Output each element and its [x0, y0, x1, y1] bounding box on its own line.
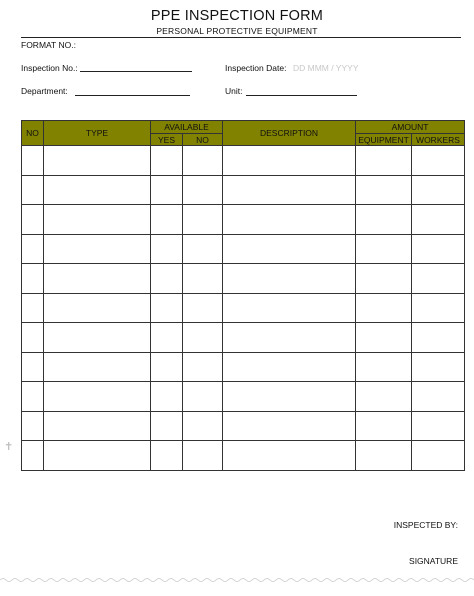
cell-no-available[interactable] — [183, 441, 223, 471]
cell-description[interactable] — [223, 441, 356, 471]
cell-workers[interactable] — [412, 323, 465, 353]
cell-no[interactable] — [22, 264, 44, 294]
cell-no[interactable] — [22, 205, 44, 235]
cell-type[interactable] — [44, 146, 151, 176]
cell-type[interactable] — [44, 264, 151, 294]
department-field[interactable] — [75, 95, 190, 96]
cell-no[interactable] — [22, 175, 44, 205]
cell-yes[interactable] — [151, 411, 183, 441]
form-title: PPE INSPECTION FORM — [150, 8, 324, 24]
cell-workers[interactable] — [412, 234, 465, 264]
cell-yes[interactable] — [151, 264, 183, 294]
cell-type[interactable] — [44, 175, 151, 205]
cell-workers[interactable] — [412, 293, 465, 323]
cell-equipment[interactable] — [356, 382, 412, 412]
cell-workers[interactable] — [412, 264, 465, 294]
inspection-no-field[interactable] — [80, 71, 192, 72]
table-row — [22, 264, 465, 294]
col-header-workers: WORKERS — [412, 134, 465, 146]
cell-equipment[interactable] — [356, 293, 412, 323]
cell-workers[interactable] — [412, 352, 465, 382]
cell-workers[interactable] — [412, 146, 465, 176]
cell-equipment[interactable] — [356, 411, 412, 441]
unit-label: Unit: — [225, 86, 243, 96]
cell-equipment[interactable] — [356, 264, 412, 294]
cell-yes[interactable] — [151, 175, 183, 205]
inspected-by-label: INSPECTED BY: — [393, 520, 458, 530]
inspection-no-label: Inspection No.: — [21, 63, 78, 73]
cell-no[interactable] — [22, 146, 44, 176]
header-divider — [21, 37, 461, 38]
cell-description[interactable] — [223, 146, 356, 176]
table-row — [22, 234, 465, 264]
cell-description[interactable] — [223, 323, 356, 353]
col-header-no: NO — [22, 121, 44, 146]
table-row — [22, 293, 465, 323]
cell-no-available[interactable] — [183, 323, 223, 353]
cell-yes[interactable] — [151, 293, 183, 323]
department-label: Department: — [21, 86, 68, 96]
cell-yes[interactable] — [151, 146, 183, 176]
table-row — [22, 205, 465, 235]
cell-description[interactable] — [223, 293, 356, 323]
cell-description[interactable] — [223, 205, 356, 235]
cell-equipment[interactable] — [356, 146, 412, 176]
inspection-date-field[interactable]: DD MMM / YYYY — [293, 63, 359, 73]
cell-no-available[interactable] — [183, 146, 223, 176]
cell-workers[interactable] — [412, 441, 465, 471]
cell-no-available[interactable] — [183, 264, 223, 294]
signature-label: SIGNATURE — [409, 556, 458, 566]
cell-workers[interactable] — [412, 411, 465, 441]
cell-no-available[interactable] — [183, 293, 223, 323]
table-move-handle-icon[interactable]: ✝ — [4, 441, 14, 453]
cell-type[interactable] — [44, 323, 151, 353]
cell-no[interactable] — [22, 441, 44, 471]
col-header-equipment: EQUIPMENT — [356, 134, 412, 146]
cell-no[interactable] — [22, 352, 44, 382]
col-header-available: AVAILABLE — [151, 121, 223, 134]
cell-description[interactable] — [223, 382, 356, 412]
col-header-yes: YES — [151, 134, 183, 146]
table-row — [22, 382, 465, 412]
cell-type[interactable] — [44, 352, 151, 382]
form-subtitle: PERSONAL PROTECTIVE EQUIPMENT — [156, 26, 318, 36]
cell-equipment[interactable] — [356, 323, 412, 353]
cell-yes[interactable] — [151, 441, 183, 471]
cell-equipment[interactable] — [356, 175, 412, 205]
cell-description[interactable] — [223, 264, 356, 294]
cell-yes[interactable] — [151, 234, 183, 264]
cell-no-available[interactable] — [183, 411, 223, 441]
cell-description[interactable] — [223, 411, 356, 441]
cell-description[interactable] — [223, 352, 356, 382]
cell-no-available[interactable] — [183, 352, 223, 382]
table-row — [22, 146, 465, 176]
table-body — [22, 146, 465, 471]
table-row — [22, 323, 465, 353]
ppe-inspection-table — [21, 120, 465, 471]
cell-workers[interactable] — [412, 205, 465, 235]
cell-workers[interactable] — [412, 382, 465, 412]
cell-no[interactable] — [22, 234, 44, 264]
cell-equipment[interactable] — [356, 205, 412, 235]
cell-description[interactable] — [223, 175, 356, 205]
cell-type[interactable] — [44, 411, 151, 441]
cell-equipment[interactable] — [356, 234, 412, 264]
cell-workers[interactable] — [412, 175, 465, 205]
unit-field[interactable] — [246, 95, 357, 96]
cell-type[interactable] — [44, 205, 151, 235]
cell-type[interactable] — [44, 441, 151, 471]
col-header-type: TYPE — [44, 121, 151, 146]
cell-yes[interactable] — [151, 352, 183, 382]
table-row — [22, 175, 465, 205]
cell-yes[interactable] — [151, 382, 183, 412]
inspection-date-label: Inspection Date: — [225, 63, 287, 73]
cell-description[interactable] — [223, 234, 356, 264]
cell-no[interactable] — [22, 382, 44, 412]
cell-no-available[interactable] — [183, 205, 223, 235]
col-header-description: DESCRIPTION — [223, 121, 356, 146]
table-row — [22, 352, 465, 382]
cell-type[interactable] — [44, 293, 151, 323]
cell-no[interactable] — [22, 323, 44, 353]
cell-no-available[interactable] — [183, 175, 223, 205]
table-row — [22, 411, 465, 441]
table-row — [22, 441, 465, 471]
cell-no[interactable] — [22, 293, 44, 323]
cell-type[interactable] — [44, 382, 151, 412]
cell-no[interactable] — [22, 411, 44, 441]
cell-yes[interactable] — [151, 323, 183, 353]
col-header-available-no: NO — [183, 134, 223, 146]
cell-equipment[interactable] — [356, 352, 412, 382]
format-no-label: FORMAT NO.: — [21, 40, 76, 50]
cell-equipment[interactable] — [356, 441, 412, 471]
cell-no-available[interactable] — [183, 382, 223, 412]
col-header-amount: AMOUNT — [356, 121, 465, 134]
cell-yes[interactable] — [151, 205, 183, 235]
cell-type[interactable] — [44, 234, 151, 264]
page-break-divider — [0, 577, 474, 583]
cell-no-available[interactable] — [183, 234, 223, 264]
